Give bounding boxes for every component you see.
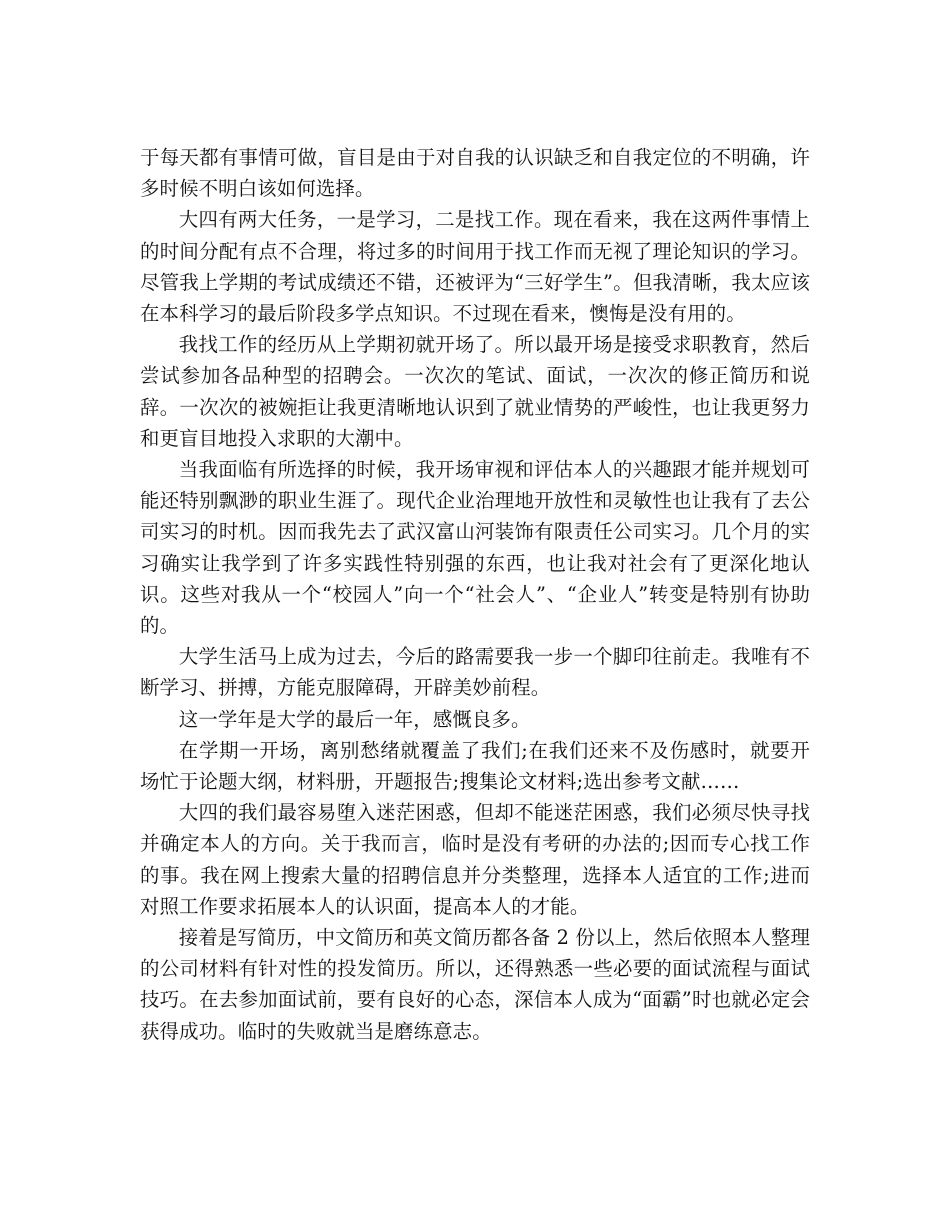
paragraph-continuation: 于每天都有事情可做，盲目是由于对自我的认识缺乏和自我定位的不明确，许多时候不明白该如何选择。 <box>140 146 810 201</box>
paragraph-future-path: 大学生活马上成为过去，今后的路需要我一步一个脚印往前走。我唯有不断学习、拼搏，方能克服障碍，开辟美妙前程。 <box>140 645 810 700</box>
paragraph-thesis-start: 在学期一开场，离别愁绪就覆盖了我们;在我们还来不及伤感时，就要开场忙于论题大纲，材料册，开题报告;搜集论文材料;选出参考文献…… <box>140 738 810 794</box>
paragraph-direction: 大四的我们最容易堕入迷茫困惑，但却不能迷茫困惑，我们必须尽快寻找并确定本人的方向。关于我而言，临时是没有考研的办法的;因而专心找工作的事。我在网上搜索大量的招聘信息并分类整理，选择本人适宜的工作;进而对照工作要求拓展本人的认识面，提高本人的才能。 <box>140 801 810 918</box>
document-body <box>140 142 810 1047</box>
paragraph-final-year: 这一学年是大学的最后一年，感慨良多。 <box>178 707 531 731</box>
paragraph-resume: 接着是写简历，中文简历和英文简历都各备 2 份以上，然后依照本人整理的公司材料有针对性的投发简历。所以，还得熟悉一些必要的面试流程与面试技巧。在去参加面试前，要有良好的心态，深信本人成为“面霸”时也就必定会获得成功。临时的失败就当是磨练意志。 <box>140 926 810 1043</box>
paragraph-internship: 当我面临有所选择的时候，我开场审视和评估本人的兴趣跟才能并规划可能还特别飘渺的职业生涯了。现代企业治理地开放性和灵敏性也让我有了去公司实习的时机。因而我先去了武汉富山河装饰有限责任公司实习。几个月的实习确实让我学到了许多实践性特别强的东西，也让我对社会有了更深化地认识。这些对我从一个“校园人”向一个“社会人”、“企业人”转变是特别有协助的。 <box>140 458 810 638</box>
paragraph-job-search-experience: 我找工作的经历从上学期初就开场了。所以最开场是接受求职教育，然后尝试参加各品种型的招聘会。一次次的笔试、面试，一次次的修正简历和说辞。一次次的被婉拒让我更清晰地认识到了就业情势的严峻性，也让我更努力和更盲目地投入求职的大潮中。 <box>140 333 810 450</box>
paragraph-senior-year-tasks: 大四有两大任务，一是学习，二是找工作。现在看来，我在这两件事情上的时间分配有点不合理，将过多的时间用于找工作而无视了理论知识的学习。尽管我上学期的考试成绩还不错，还被评为“三好学生”。但我清晰，我太应该在本科学习的最后阶段多学点知识。不过现在看来，懊悔是没有用的。 <box>140 208 810 326</box>
